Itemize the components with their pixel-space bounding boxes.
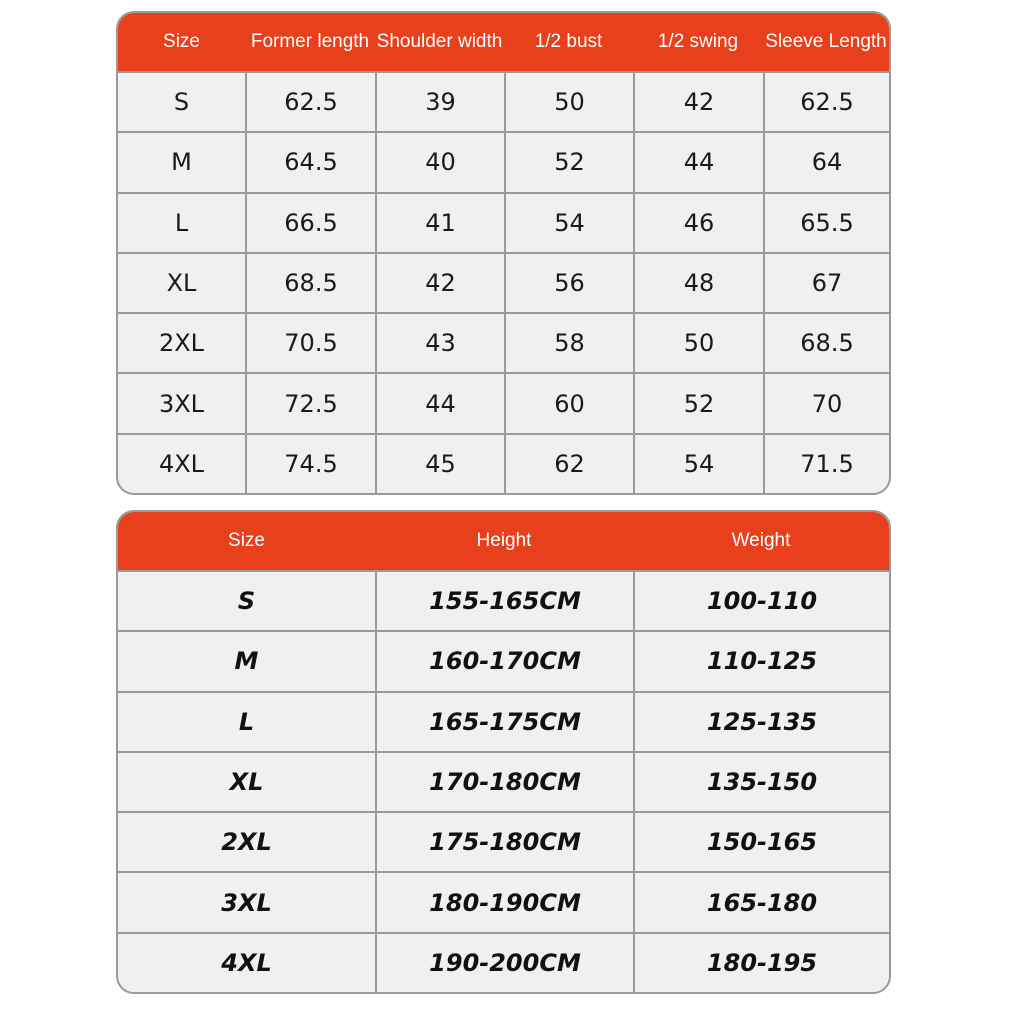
measurement-value-cell: 62.5 — [245, 71, 375, 131]
measurement-value-cell: 44 — [375, 372, 504, 432]
measurement-header-cell: 1/2 bust — [504, 13, 633, 71]
fit-size-cell: 4XL — [118, 932, 375, 992]
fit-size-cell: 3XL — [118, 871, 375, 931]
measurement-size-cell: M — [118, 131, 245, 191]
measurement-value-cell: 72.5 — [245, 372, 375, 432]
fit-value-cell: 170-180CM — [375, 751, 633, 811]
measurement-header-cell: 1/2 swing — [633, 13, 763, 71]
measurement-value-cell: 62.5 — [763, 71, 889, 131]
measurement-value-cell: 70.5 — [245, 312, 375, 372]
measurement-size-cell: S — [118, 71, 245, 131]
height-weight-table — [116, 510, 891, 994]
measurement-value-cell: 56 — [504, 252, 633, 312]
height-weight-grid — [118, 512, 889, 992]
measurement-size-cell: XL — [118, 252, 245, 312]
measurement-value-cell: 52 — [633, 372, 763, 432]
fit-value-cell: 180-195 — [633, 932, 889, 992]
measurement-value-cell: 58 — [504, 312, 633, 372]
fit-value-cell: 165-175CM — [375, 691, 633, 751]
fit-value-cell: 100-110 — [633, 570, 889, 630]
measurement-value-cell: 42 — [375, 252, 504, 312]
measurement-value-cell: 74.5 — [245, 433, 375, 493]
measurement-value-cell: 42 — [633, 71, 763, 131]
fit-header-cell: Size — [118, 512, 375, 570]
measurement-value-cell: 43 — [375, 312, 504, 372]
measurement-value-cell: 48 — [633, 252, 763, 312]
measurement-header-cell: Size — [118, 13, 245, 71]
fit-value-cell: 110-125 — [633, 630, 889, 690]
fit-value-cell: 175-180CM — [375, 811, 633, 871]
measurement-size-cell: 2XL — [118, 312, 245, 372]
measurement-value-cell: 64 — [763, 131, 889, 191]
measurement-value-cell: 64.5 — [245, 131, 375, 191]
measurement-value-cell: 40 — [375, 131, 504, 191]
measurement-size-cell: 4XL — [118, 433, 245, 493]
fit-value-cell: 180-190CM — [375, 871, 633, 931]
measurement-value-cell: 52 — [504, 131, 633, 191]
measurement-header-cell: Shoulder width — [375, 13, 504, 71]
measurement-value-cell: 67 — [763, 252, 889, 312]
fit-value-cell: 160-170CM — [375, 630, 633, 690]
measurement-value-cell: 68.5 — [763, 312, 889, 372]
measurement-value-cell: 66.5 — [245, 192, 375, 252]
fit-size-cell: M — [118, 630, 375, 690]
measurement-value-cell: 60 — [504, 372, 633, 432]
fit-value-cell: 155-165CM — [375, 570, 633, 630]
measurement-value-cell: 54 — [504, 192, 633, 252]
measurement-header-cell: Former length — [245, 13, 375, 71]
measurement-value-cell: 54 — [633, 433, 763, 493]
fit-value-cell: 125-135 — [633, 691, 889, 751]
fit-header-cell: Height — [375, 512, 633, 570]
measurement-value-cell: 44 — [633, 131, 763, 191]
measurement-size-cell: L — [118, 192, 245, 252]
fit-value-cell: 190-200CM — [375, 932, 633, 992]
measurement-value-cell: 50 — [504, 71, 633, 131]
measurement-value-cell: 65.5 — [763, 192, 889, 252]
fit-size-cell: XL — [118, 751, 375, 811]
measurement-size-cell: 3XL — [118, 372, 245, 432]
measurement-value-cell: 71.5 — [763, 433, 889, 493]
measurement-table — [116, 11, 891, 495]
measurement-value-cell: 50 — [633, 312, 763, 372]
fit-size-cell: 2XL — [118, 811, 375, 871]
measurement-value-cell: 41 — [375, 192, 504, 252]
fit-header-cell: Weight — [633, 512, 889, 570]
measurement-value-cell: 45 — [375, 433, 504, 493]
measurement-header-cell: Sleeve Length — [763, 13, 889, 71]
measurement-value-cell: 70 — [763, 372, 889, 432]
measurement-value-cell: 68.5 — [245, 252, 375, 312]
measurement-grid — [118, 13, 889, 493]
measurement-value-cell: 46 — [633, 192, 763, 252]
fit-size-cell: L — [118, 691, 375, 751]
measurement-value-cell: 39 — [375, 71, 504, 131]
fit-value-cell: 135-150 — [633, 751, 889, 811]
fit-value-cell: 150-165 — [633, 811, 889, 871]
measurement-value-cell: 62 — [504, 433, 633, 493]
fit-size-cell: S — [118, 570, 375, 630]
fit-value-cell: 165-180 — [633, 871, 889, 931]
